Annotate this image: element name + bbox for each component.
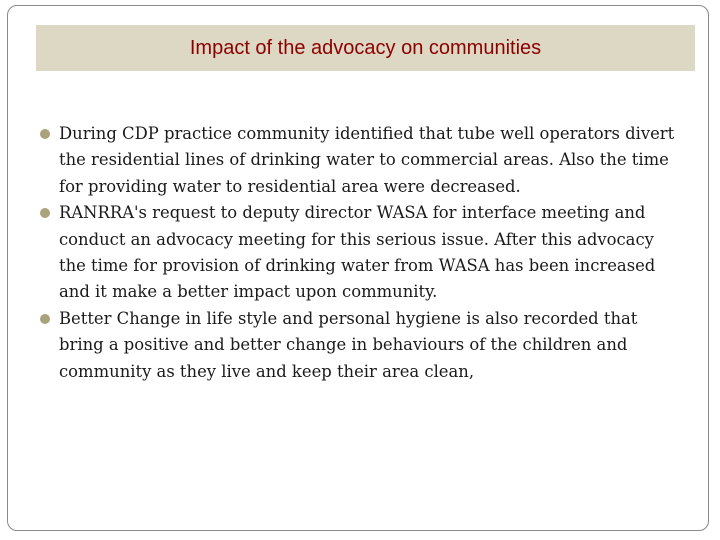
bullet-dot-icon <box>40 314 50 324</box>
bullet-list <box>40 121 685 385</box>
bullet-item <box>40 306 685 385</box>
bullet-text: RANRRA's request to deputy director WASA for interface meeting and conduct an advocacy meeting for this serious issue. After this advocacy the time for provision of drinking water from WASA has been increased and it make a better impact upon community. <box>59 203 656 302</box>
title-bar <box>36 25 695 71</box>
bullet-item <box>40 200 685 306</box>
bullet-text: During CDP practice community identified that tube well operators divert the residential lines of drinking water to commercial areas. Also the time for providing water to residential area were decreased. <box>59 124 675 196</box>
bullet-dot-icon <box>40 129 50 139</box>
slide-title: Impact of the advocacy on communities <box>189 37 542 59</box>
bullet-dot-icon <box>40 208 50 218</box>
bullet-item <box>40 121 685 200</box>
bullet-text: Better Change in life style and personal hygiene is also recorded that bring a positive and better change in behaviours of the children and community as they live and keep their area clean, <box>59 308 638 381</box>
